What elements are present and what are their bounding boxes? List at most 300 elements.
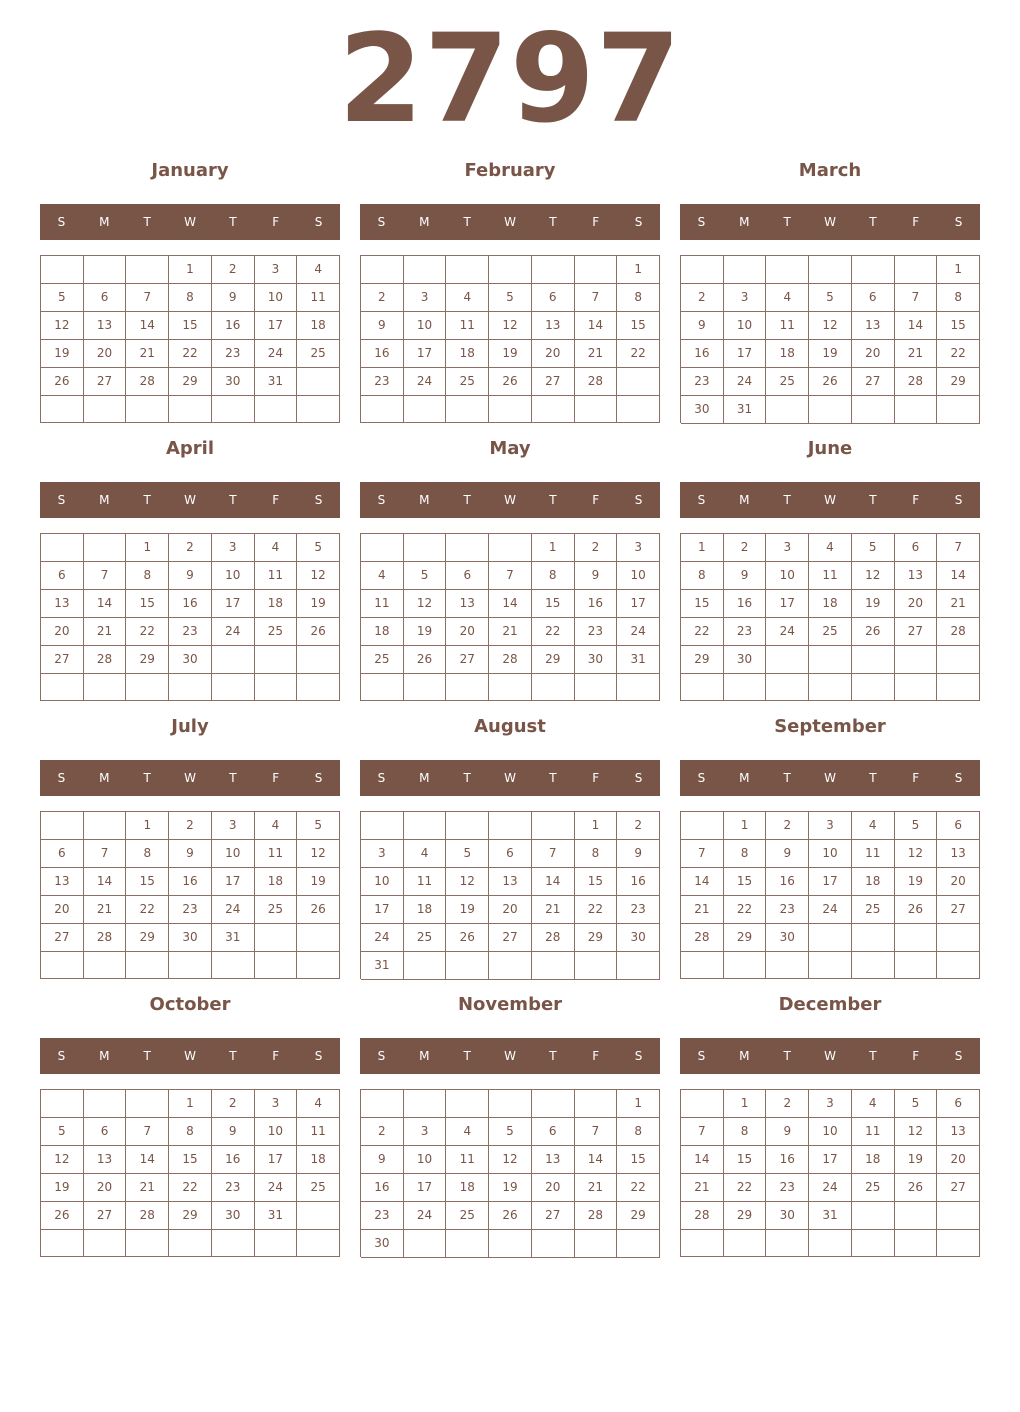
empty-cell [937, 924, 980, 952]
day-cell: 31 [212, 924, 255, 952]
day-cell: 1 [575, 812, 618, 840]
day-cell: 30 [766, 1202, 809, 1230]
day-cell: 25 [297, 1174, 340, 1202]
weekday-label: T [143, 493, 151, 507]
weekday-label: S [314, 493, 323, 507]
day-cell: 13 [895, 562, 938, 590]
empty-cell [446, 534, 489, 562]
empty-cell [617, 368, 660, 396]
empty-cell [361, 534, 404, 562]
day-cell: 9 [169, 562, 212, 590]
empty-cell [489, 256, 532, 284]
day-cell: 24 [724, 368, 767, 396]
day-cell: 28 [575, 368, 618, 396]
empty-cell [937, 1230, 980, 1257]
weekday-label: T [783, 215, 791, 229]
day-cell: 6 [532, 1118, 575, 1146]
day-cell: 3 [766, 534, 809, 562]
empty-cell [895, 256, 938, 284]
day-cell: 18 [852, 1146, 895, 1174]
weekday-label: T [229, 493, 237, 507]
day-cell: 23 [212, 1174, 255, 1202]
weekday-label: S [634, 1049, 643, 1063]
day-cell: 31 [255, 368, 298, 396]
day-cell: 30 [169, 646, 212, 674]
day-cell: 12 [404, 590, 447, 618]
empty-cell [809, 674, 852, 701]
day-cell: 4 [255, 534, 298, 562]
day-cell: 23 [681, 368, 724, 396]
weekday-label: S [57, 1049, 66, 1063]
day-cell: 5 [895, 1090, 938, 1118]
day-cell: 15 [617, 312, 660, 340]
day-cell: 18 [404, 896, 447, 924]
day-cell: 1 [532, 534, 575, 562]
day-cell: 7 [532, 840, 575, 868]
day-cell: 20 [532, 1174, 575, 1202]
day-cell: 12 [297, 562, 340, 590]
empty-cell [489, 1090, 532, 1118]
weekday-header [680, 760, 980, 796]
day-cell: 23 [169, 618, 212, 646]
empty-cell [852, 646, 895, 674]
empty-cell [809, 256, 852, 284]
weekday-label: S [57, 771, 66, 785]
day-cell: 15 [532, 590, 575, 618]
empty-cell [681, 1090, 724, 1118]
empty-cell [212, 952, 255, 979]
empty-cell [724, 674, 767, 701]
day-cell: 22 [724, 896, 767, 924]
day-cell: 3 [212, 812, 255, 840]
empty-cell [852, 1202, 895, 1230]
day-cell: 16 [212, 1146, 255, 1174]
day-cell: 10 [255, 284, 298, 312]
day-cell: 1 [937, 256, 980, 284]
weekday-label: M [739, 771, 750, 785]
day-cell: 7 [84, 562, 127, 590]
day-cell: 4 [255, 812, 298, 840]
day-cell: 27 [84, 368, 127, 396]
day-cell: 16 [212, 312, 255, 340]
day-cell: 4 [766, 284, 809, 312]
day-cell: 15 [681, 590, 724, 618]
empty-cell [575, 952, 618, 980]
empty-cell [41, 534, 84, 562]
day-cell: 8 [617, 284, 660, 312]
weekday-label: T [143, 771, 151, 785]
day-cell: 13 [532, 1146, 575, 1174]
day-cell: 3 [255, 1090, 298, 1118]
day-cell: 4 [446, 1118, 489, 1146]
empty-cell [41, 1230, 84, 1257]
day-cell: 19 [404, 618, 447, 646]
day-cell: 9 [766, 840, 809, 868]
day-cell: 25 [852, 1174, 895, 1202]
month-name: November [457, 994, 563, 1015]
empty-cell [361, 396, 404, 423]
day-cell: 1 [617, 1090, 660, 1118]
weekday-label: F [592, 771, 600, 785]
empty-cell [41, 396, 84, 423]
day-cell: 15 [169, 1146, 212, 1174]
day-cell: 30 [766, 924, 809, 952]
day-cell: 13 [84, 312, 127, 340]
weekday-label: S [57, 215, 66, 229]
day-cell: 19 [446, 896, 489, 924]
empty-cell [404, 812, 447, 840]
weekday-label: W [824, 771, 836, 785]
day-cell: 8 [126, 562, 169, 590]
day-cell: 9 [212, 1118, 255, 1146]
day-cell: 21 [681, 1174, 724, 1202]
day-cell: 21 [489, 618, 532, 646]
day-grid [360, 811, 660, 979]
empty-cell [404, 674, 447, 701]
empty-cell [937, 952, 980, 979]
empty-cell [297, 924, 340, 952]
day-cell: 5 [852, 534, 895, 562]
day-cell: 6 [84, 1118, 127, 1146]
day-cell: 22 [681, 618, 724, 646]
day-cell: 12 [446, 868, 489, 896]
day-cell: 5 [809, 284, 852, 312]
day-cell: 10 [766, 562, 809, 590]
day-cell: 29 [169, 368, 212, 396]
day-cell: 27 [446, 646, 489, 674]
day-cell: 31 [255, 1202, 298, 1230]
weekday-label: M [99, 1049, 110, 1063]
empty-cell [446, 812, 489, 840]
empty-cell [809, 1230, 852, 1257]
weekday-label: F [272, 215, 280, 229]
day-cell: 22 [575, 896, 618, 924]
day-cell: 17 [404, 340, 447, 368]
day-cell: 23 [766, 1174, 809, 1202]
day-cell: 4 [361, 562, 404, 590]
weekday-label: T [549, 771, 557, 785]
weekday-label: T [869, 771, 877, 785]
empty-cell [575, 674, 618, 701]
empty-cell [169, 396, 212, 423]
day-cell: 4 [852, 812, 895, 840]
weekday-label: F [912, 1049, 920, 1063]
day-cell: 29 [126, 646, 169, 674]
day-cell: 2 [361, 1118, 404, 1146]
day-cell: 30 [212, 1202, 255, 1230]
day-grid [40, 811, 340, 979]
day-cell: 19 [809, 340, 852, 368]
day-cell: 12 [809, 312, 852, 340]
empty-cell [297, 1202, 340, 1230]
empty-cell [617, 674, 660, 701]
day-cell: 23 [617, 896, 660, 924]
day-cell: 3 [724, 284, 767, 312]
empty-cell [575, 256, 618, 284]
day-cell: 6 [489, 840, 532, 868]
weekday-label: S [634, 771, 643, 785]
empty-cell [84, 1230, 127, 1257]
empty-cell [532, 396, 575, 423]
day-cell: 1 [617, 256, 660, 284]
day-cell: 5 [404, 562, 447, 590]
day-cell: 21 [937, 590, 980, 618]
month-name: December [778, 994, 882, 1015]
day-cell: 11 [852, 840, 895, 868]
day-cell: 1 [126, 534, 169, 562]
weekday-label: T [143, 1049, 151, 1063]
empty-cell [724, 952, 767, 979]
empty-cell [255, 646, 298, 674]
day-cell: 11 [361, 590, 404, 618]
empty-cell [852, 1230, 895, 1257]
day-cell: 25 [297, 340, 340, 368]
day-cell: 31 [617, 646, 660, 674]
day-cell: 3 [617, 534, 660, 562]
weekday-label: S [57, 493, 66, 507]
day-cell: 2 [212, 256, 255, 284]
day-cell: 1 [724, 1090, 767, 1118]
day-cell: 15 [169, 312, 212, 340]
day-cell: 24 [617, 618, 660, 646]
day-cell: 12 [895, 1118, 938, 1146]
empty-cell [895, 396, 938, 424]
day-cell: 6 [937, 812, 980, 840]
weekday-label: T [229, 1049, 237, 1063]
day-cell: 29 [617, 1202, 660, 1230]
day-cell: 13 [937, 840, 980, 868]
empty-cell [766, 396, 809, 424]
weekday-label: M [739, 1049, 750, 1063]
weekday-label: F [272, 493, 280, 507]
weekday-label: S [314, 771, 323, 785]
day-cell: 10 [212, 562, 255, 590]
day-cell: 5 [297, 812, 340, 840]
day-cell: 6 [84, 284, 127, 312]
day-cell: 25 [809, 618, 852, 646]
day-cell: 29 [532, 646, 575, 674]
day-cell: 24 [809, 1174, 852, 1202]
day-cell: 16 [361, 340, 404, 368]
day-cell: 19 [895, 868, 938, 896]
day-cell: 15 [937, 312, 980, 340]
weekday-label: S [377, 771, 386, 785]
day-cell: 25 [361, 646, 404, 674]
day-cell: 26 [852, 618, 895, 646]
empty-cell [681, 256, 724, 284]
day-cell: 8 [937, 284, 980, 312]
day-cell: 26 [809, 368, 852, 396]
day-cell: 19 [489, 340, 532, 368]
weekday-label: S [377, 493, 386, 507]
weekday-label: F [272, 1049, 280, 1063]
weekday-label: M [419, 215, 430, 229]
day-cell: 28 [681, 1202, 724, 1230]
empty-cell [532, 674, 575, 701]
day-cell: 2 [169, 534, 212, 562]
day-cell: 4 [852, 1090, 895, 1118]
weekday-label: F [912, 215, 920, 229]
day-cell: 7 [489, 562, 532, 590]
day-cell: 12 [41, 1146, 84, 1174]
day-cell: 25 [446, 368, 489, 396]
day-cell: 13 [446, 590, 489, 618]
weekday-label: W [184, 771, 196, 785]
day-cell: 5 [41, 284, 84, 312]
empty-cell [617, 396, 660, 423]
day-cell: 1 [126, 812, 169, 840]
day-cell: 30 [169, 924, 212, 952]
day-grid [680, 1089, 980, 1257]
day-cell: 2 [724, 534, 767, 562]
day-cell: 22 [532, 618, 575, 646]
day-cell: 7 [84, 840, 127, 868]
day-cell: 6 [532, 284, 575, 312]
day-cell: 27 [84, 1202, 127, 1230]
day-cell: 21 [575, 1174, 618, 1202]
day-cell: 23 [724, 618, 767, 646]
empty-cell [361, 674, 404, 701]
weekday-label: M [739, 215, 750, 229]
day-cell: 17 [766, 590, 809, 618]
day-cell: 27 [937, 896, 980, 924]
day-cell: 2 [681, 284, 724, 312]
day-cell: 14 [575, 1146, 618, 1174]
empty-cell [446, 396, 489, 423]
empty-cell [724, 256, 767, 284]
day-cell: 27 [895, 618, 938, 646]
weekday-label: S [954, 771, 963, 785]
day-cell: 6 [852, 284, 895, 312]
day-cell: 22 [126, 618, 169, 646]
day-cell: 22 [169, 340, 212, 368]
day-cell: 26 [297, 618, 340, 646]
empty-cell [126, 1090, 169, 1118]
day-cell: 15 [575, 868, 618, 896]
day-cell: 7 [681, 840, 724, 868]
empty-cell [532, 256, 575, 284]
empty-cell [895, 1202, 938, 1230]
day-cell: 13 [41, 868, 84, 896]
day-cell: 10 [404, 1146, 447, 1174]
day-cell: 18 [255, 868, 298, 896]
day-grid [680, 533, 980, 701]
weekday-header [680, 482, 980, 518]
empty-cell [84, 674, 127, 701]
weekday-label: S [697, 1049, 706, 1063]
empty-cell [852, 924, 895, 952]
day-cell: 16 [766, 1146, 809, 1174]
day-cell: 11 [446, 1146, 489, 1174]
day-cell: 19 [41, 1174, 84, 1202]
empty-cell [41, 952, 84, 979]
day-cell: 14 [532, 868, 575, 896]
day-cell: 14 [84, 868, 127, 896]
empty-cell [84, 534, 127, 562]
day-cell: 18 [766, 340, 809, 368]
empty-cell [126, 396, 169, 423]
empty-cell [724, 1230, 767, 1257]
day-cell: 23 [169, 896, 212, 924]
day-cell: 17 [617, 590, 660, 618]
weekday-label: T [869, 1049, 877, 1063]
weekday-label: W [824, 1049, 836, 1063]
day-cell: 31 [809, 1202, 852, 1230]
day-cell: 27 [852, 368, 895, 396]
empty-cell [404, 1230, 447, 1258]
empty-cell [361, 256, 404, 284]
day-cell: 21 [126, 1174, 169, 1202]
day-cell: 7 [895, 284, 938, 312]
day-cell: 2 [212, 1090, 255, 1118]
day-cell: 24 [255, 1174, 298, 1202]
day-cell: 15 [724, 868, 767, 896]
day-cell: 9 [575, 562, 618, 590]
day-cell: 26 [895, 896, 938, 924]
day-cell: 19 [41, 340, 84, 368]
day-cell: 28 [126, 368, 169, 396]
day-cell: 13 [937, 1118, 980, 1146]
empty-cell [84, 256, 127, 284]
weekday-label: T [463, 1049, 471, 1063]
day-cell: 8 [617, 1118, 660, 1146]
weekday-label: S [954, 493, 963, 507]
day-cell: 29 [937, 368, 980, 396]
day-cell: 17 [212, 590, 255, 618]
day-cell: 24 [212, 896, 255, 924]
day-cell: 24 [404, 1202, 447, 1230]
weekday-label: T [549, 1049, 557, 1063]
day-cell: 12 [852, 562, 895, 590]
day-cell: 21 [84, 618, 127, 646]
day-grid [360, 1089, 660, 1257]
day-cell: 5 [489, 1118, 532, 1146]
weekday-label: T [229, 215, 237, 229]
day-cell: 9 [617, 840, 660, 868]
empty-cell [532, 1230, 575, 1258]
day-cell: 18 [446, 340, 489, 368]
empty-cell [617, 952, 660, 980]
empty-cell [446, 952, 489, 980]
empty-cell [361, 1090, 404, 1118]
day-cell: 26 [297, 896, 340, 924]
day-cell: 23 [575, 618, 618, 646]
empty-cell [937, 674, 980, 701]
day-cell: 12 [489, 312, 532, 340]
day-cell: 11 [766, 312, 809, 340]
day-cell: 27 [41, 924, 84, 952]
weekday-label: W [504, 1049, 516, 1063]
day-cell: 12 [41, 312, 84, 340]
empty-cell [255, 1230, 298, 1257]
weekday-label: T [463, 493, 471, 507]
month-name: June [807, 438, 853, 459]
empty-cell [766, 256, 809, 284]
day-cell: 14 [575, 312, 618, 340]
weekday-label: M [739, 493, 750, 507]
day-cell: 26 [489, 368, 532, 396]
empty-cell [937, 1202, 980, 1230]
day-cell: 13 [41, 590, 84, 618]
empty-cell [489, 952, 532, 980]
month-name: September [774, 716, 886, 737]
day-cell: 3 [404, 1118, 447, 1146]
day-cell: 25 [852, 896, 895, 924]
empty-cell [809, 952, 852, 979]
day-cell: 2 [575, 534, 618, 562]
empty-cell [852, 256, 895, 284]
day-cell: 14 [489, 590, 532, 618]
